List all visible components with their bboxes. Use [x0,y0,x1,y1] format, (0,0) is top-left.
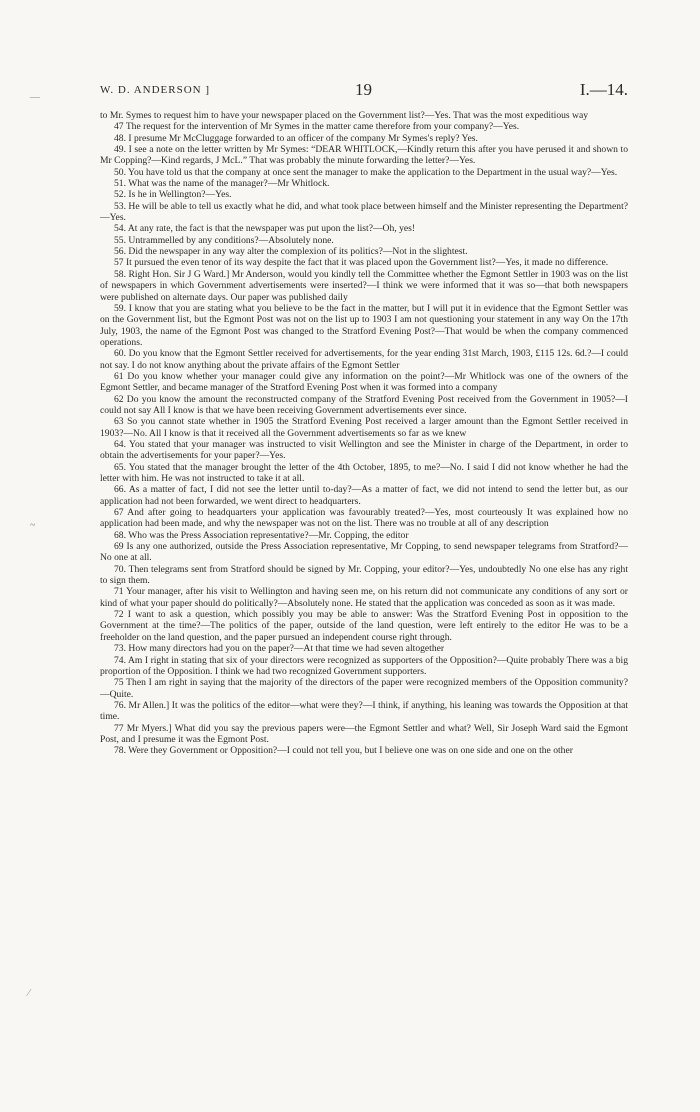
paragraph: 58. Right Hon. Sir J G Ward.] Mr Anderson, would you kindly tell the Committee whether the Egmont Settler in 1903 was on the list of newspapers in which Government advertisements were inserted?—I think we were informed that it was so—that both newspapers were published on alternate days. Our paper was published daily [100,268,628,303]
paragraph: 75 Then I am right in saying that the majority of the directors of the paper were recognized members of the Opposition community?—Quite. [100,677,628,700]
paragraph: 51. What was the name of the manager?—Mr Whitlock. [114,178,330,190]
page-number: 19 [355,80,372,99]
paragraph: 70. Then telegrams sent from Stratford should be signed by Mr. Copping, your editor?—Yes, undoubtedly No one else has any right to sign them. [100,563,628,587]
paragraph: 69 Is any one authorized, outside the Press Association representative, Mr Copping, to send newspaper telegrams from Stratford?—No one at all. [100,541,628,564]
paragraph: 64. You stated that your manager was instructed to visit Wellington and see the Minister in charge of the Department, in order to obtain the advertisements for your paper?—Yes. [100,438,628,462]
paragraph: 55. Untrammelled by any conditions?—Absolutely none. [114,234,334,246]
paragraph: 65. You stated that the manager brought the letter of the 4th October, 1895, to me?—No. I said I did not know whether he had the letter with him. He was not instructed to take it at all. [100,461,628,484]
paragraph: 47 The request for the intervention of Mr Symes in the matter came therefore from your company?—Yes. [114,121,520,133]
paragraph: 60. Do you know that the Egmont Settler received for advertisements, for the year ending 31st March, 1903, £115 12s. 6d.?—I could not say. I do not know anything about the private affairs of the Egmont Settler [100,348,628,371]
paragraph: 78. Were they Government or Opposition?—I could not tell you, but I believe one was on one side and one on the other [114,745,573,757]
paragraph: 61 Do you know whether your manager could give any information on the point?—Mr Whitlock was one of the owners of the Egmont Settler, and became manager of the Stratford Evening Post when it was formed into a company [100,370,628,394]
margin-mark: ⁄ [28,988,30,999]
paragraph: 67 And after going to headquarters your application was favourably treated?—Yes, most courteously It was explained how no application had been made, and why the newspaper was not on the list. There was no trouble at all of any description [100,507,628,530]
paragraph: 74. Am I right in stating that six of your directors were recognized as supporters of the Opposition?—Quite probably There was a big proportion of the Opposition. I think we had two recognized Government supporters. [100,654,628,677]
paragraph: 57 It pursued the even tenor of its way despite the fact that it was placed upon the Government list?—Yes, it made no difference. [114,257,609,269]
paragraph: 63 So you cannot state whether in 1905 the Stratford Evening Post received a larger amount than the Egmont Settler received in 1903?—No. All I know is that it received all the Government advertisements so far as we knew [100,416,628,439]
paragraph: 59. I know that you are stating what you believe to be the fact in the matter, but I will put it in evidence that the Egmont Settler was on the Government list, but the Egmont Post was not on the list up to 1903 I am not questioning your statement in any way On the 17th July, 1903, the name of the Egmont Post was changed to the Stratford Evening Post?—That would be when the company commenced operations. [100,302,628,348]
witness-name: W. D. ANDERSON ] [100,84,211,96]
paragraph: 53. He will be able to tell us exactly what he did, and what took place between himself and the Minister representing the Department?—Yes. [100,200,628,224]
document-reference: I.—14. [579,80,628,99]
paragraph: 73. How many directors had you on the paper?—At that time we had seven altogether [114,643,445,655]
document-body [100,110,628,757]
paragraph: 52. Is he in Wellington?—Yes. [114,189,232,201]
paragraph: 54. At any rate, the fact is that the newspaper was put upon the list?—Oh, yes! [114,223,416,235]
paragraph: 76. Mr Allen.] It was the politics of the editor—what were they?—I think, if anything, his leaning was towards the Opposition at that time. [100,699,628,723]
margin-mark: ~ [30,520,36,531]
paragraph: 49. I see a note on the letter written by Mr Symes: “DEAR WHITLOCK,—Kindly return this after you have perused it and shown to Mr Copping?—Kind regards, J McL.” That was probably the minute forwarding the letter?—Yes. [100,144,628,167]
paragraph: 68. Who was the Press Association representative?—Mr. Copping, the editor [114,529,409,541]
paragraph: 50. You have told us that the company at once sent the manager to make the application to the Department in the usual way?—Yes. [114,166,618,178]
paragraph: 62 Do you know the amount the reconstructed company of the Stratford Evening Post received from the Government in 1905?—I could not say All I know is that we have been receiving Government advertisements ever since. [100,393,628,416]
paragraph: 77 Mr Myers.] What did you say the previous papers were—the Egmont Settler and what? Well, Sir Joseph Ward said the Egmont Post, and I presume it was the Egmont Post. [100,722,628,745]
paragraph: 56. Did the newspaper in any way alter the complexion of its politics?—Not in the slightest. [114,246,468,258]
paragraph: 72 I want to ask a question, which possibly you may be able to answer: Was the Stratford Evening Post in opposition to the Government at the time?—The politics of the paper, outside of the land question, were left entirely to the editor He was to be a freeholder on the land question, and the paper pursued an independent course right through. [100,609,628,643]
paragraph: 48. I presume Mr McCluggage forwarded to an officer of the company Mr Symes's reply? Yes. [114,132,478,144]
page-header [100,82,628,104]
margin-mark: — [30,92,40,103]
paragraph: 66. As a matter of fact, I did not see the letter until to-day?—As a matter of fact, we did not intend to send the letter but, as our application had not been forwarded, we went direct to headquarters. [100,484,628,507]
paragraph: 71 Your manager, after his visit to Wellington and having seen me, on his return did not communicate any conditions of any sort or kind of what your paper should do politically?—Absolutely none. He stated that the application was conceded as soon as it was made. [100,586,628,609]
paragraph: to Mr. Symes to request him to have your newspaper placed on the Government list?—Yes. That was the most expeditious way [100,110,589,121]
